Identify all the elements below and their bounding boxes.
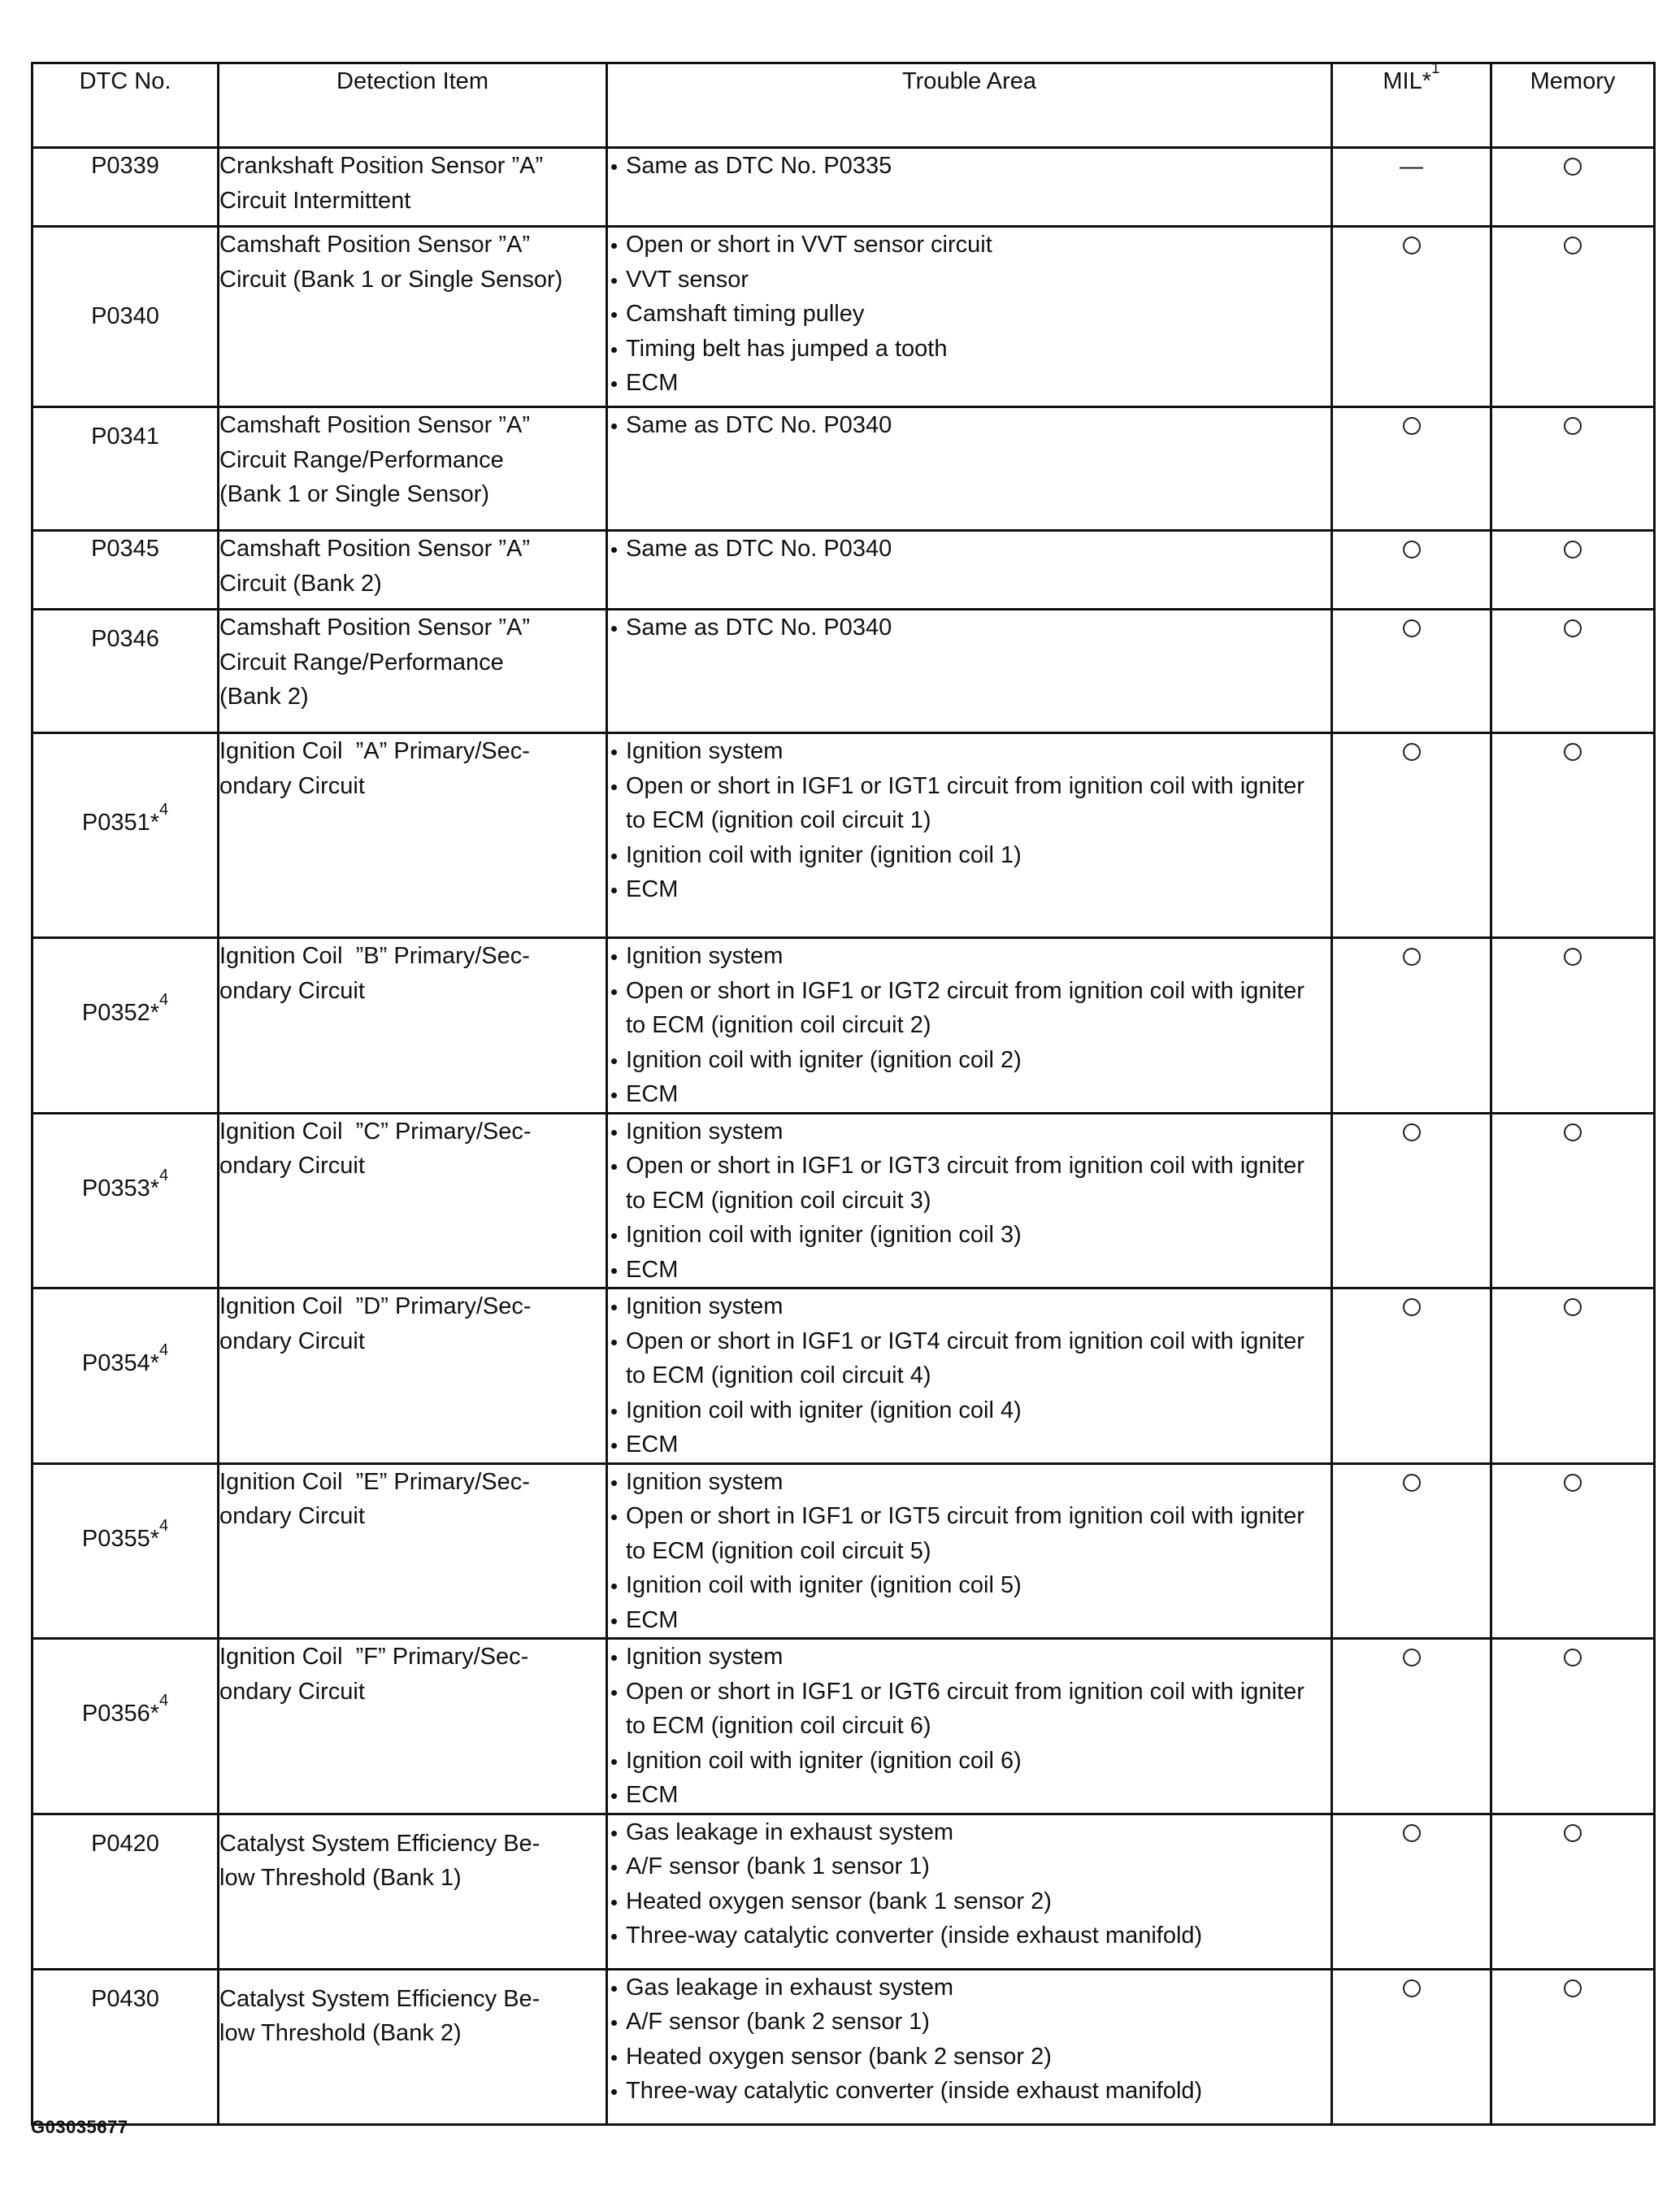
header-dtc-no: DTC No.	[33, 63, 219, 148]
detection-item-line: ondary Circuit	[219, 977, 365, 1004]
dtc-code: P0420	[91, 1830, 159, 1857]
memory-indicator-circle-icon	[1564, 743, 1582, 761]
table-row	[33, 733, 1655, 938]
mil-indicator-dash: —	[1400, 154, 1423, 180]
memory-cell	[1491, 610, 1655, 733]
detection-item-line: Circuit Range/Performance	[219, 446, 504, 473]
dtc-code: P0345	[91, 536, 159, 562]
trouble-area-list	[608, 1115, 1331, 1288]
memory-indicator-circle-icon	[1564, 158, 1582, 176]
memory-indicator-circle-icon	[1564, 1979, 1582, 1997]
table-row	[33, 1639, 1655, 1814]
detection-item-cell	[219, 531, 607, 610]
figure-id: G03035677	[31, 2117, 128, 2137]
mil-cell	[1332, 227, 1491, 407]
dtc-code-cell	[33, 1113, 219, 1288]
table-row	[33, 1814, 1655, 1969]
detection-item-line: (Bank 1 or Single Sensor)	[219, 481, 490, 507]
trouble-area-list	[608, 1289, 1331, 1462]
mil-cell	[1332, 1113, 1491, 1288]
trouble-area-item: Same as DTC No. P0340	[608, 611, 1331, 645]
detection-item-line: Circuit Range/Performance	[219, 649, 504, 676]
trouble-area-item: Ignition coil with igniter (ignition coil 3)	[608, 1218, 1331, 1253]
memory-indicator-circle-icon	[1564, 1123, 1582, 1141]
trouble-area-item: Camshaft timing pulley	[608, 297, 1331, 332]
memory-indicator-circle-icon	[1564, 541, 1582, 558]
trouble-area-cell	[607, 227, 1332, 407]
detection-item-line: ondary Circuit	[219, 1327, 365, 1354]
memory-indicator-circle-icon	[1564, 1298, 1582, 1316]
trouble-area-list	[608, 1815, 1331, 1953]
trouble-area-item: ECM	[608, 366, 1331, 401]
memory-cell	[1491, 1639, 1655, 1814]
mil-cell	[1332, 407, 1491, 531]
detection-item-line: low Threshold (Bank 2)	[219, 2020, 462, 2046]
mil-cell	[1332, 1969, 1491, 2124]
trouble-area-item: Same as DTC No. P0340	[608, 408, 1331, 443]
mil-indicator-circle-icon	[1403, 743, 1421, 761]
mil-cell	[1332, 1463, 1491, 1639]
detection-item-line: Circuit (Bank 2)	[219, 570, 382, 597]
trouble-area-item: Ignition coil with igniter (ignition coil 6)	[608, 1744, 1331, 1779]
trouble-area-item: Open or short in VVT sensor circuit	[608, 228, 1331, 263]
trouble-area-item: Ignition coil with igniter (ignition coil 2)	[608, 1043, 1331, 1078]
trouble-area-cell	[607, 938, 1332, 1114]
trouble-area-item: Same as DTC No. P0335	[608, 149, 1331, 184]
trouble-area-list	[608, 611, 1331, 645]
trouble-area-cell	[607, 733, 1332, 938]
header-mil-label: MIL*	[1383, 68, 1432, 94]
table-row	[33, 227, 1655, 407]
trouble-area-item: ECM	[608, 872, 1331, 907]
dtc-code-cell	[33, 1463, 219, 1639]
detection-item-line: ondary Circuit	[219, 772, 365, 799]
detection-item-cell	[219, 733, 607, 938]
memory-indicator-circle-icon	[1564, 1474, 1582, 1492]
trouble-area-item: Timing belt has jumped a tooth	[608, 332, 1331, 367]
trouble-area-item: Three-way catalytic converter (inside exhaust manifold)	[608, 1918, 1331, 1953]
detection-item-cell	[219, 1463, 607, 1639]
dtc-code-cell	[33, 1639, 219, 1814]
dtc-code: P0339	[91, 153, 159, 179]
detection-item-cell	[219, 407, 607, 531]
dtc-code-cell	[33, 1288, 219, 1464]
trouble-area-item: Open or short in IGF1 or IGT1 circuit from ignition coil with igniter to ECM (ignition coil circuit 1)	[608, 769, 1331, 838]
mil-indicator-circle-icon	[1403, 619, 1421, 637]
trouble-area-item: Open or short in IGF1 or IGT3 circuit from ignition coil with igniter to ECM (ignition coil circuit 3)	[608, 1149, 1331, 1218]
detection-item-line: Camshaft Position Sensor ”A”	[219, 412, 530, 438]
trouble-area-item: ECM	[608, 1077, 1331, 1112]
header-detection-item: Detection Item	[219, 63, 607, 148]
detection-item-line: Ignition Coil ”B” Primary/Sec-	[219, 943, 530, 969]
dtc-code: P0355*	[81, 1525, 160, 1552]
detection-item-line: Ignition Coil ”D” Primary/Sec-	[219, 1293, 532, 1319]
dtc-code: P0340	[91, 303, 159, 330]
detection-item-line: low Threshold (Bank 1)	[219, 1865, 462, 1891]
trouble-area-item: Open or short in IGF1 or IGT5 circuit from ignition coil with igniter to ECM (ignition coil circuit 5)	[608, 1499, 1331, 1568]
trouble-area-item: Open or short in IGF1 or IGT4 circuit from ignition coil with igniter to ECM (ignition coil circuit 4)	[608, 1324, 1331, 1393]
memory-indicator-circle-icon	[1564, 417, 1582, 435]
memory-cell	[1491, 938, 1655, 1114]
dtc-code: P0353*	[81, 1175, 160, 1201]
mil-cell	[1332, 531, 1491, 610]
detection-item-line: Camshaft Position Sensor ”A”	[219, 615, 530, 641]
memory-cell	[1491, 1969, 1655, 2124]
detection-item-line: Camshaft Position Sensor ”A”	[219, 536, 530, 562]
mil-indicator-circle-icon	[1403, 417, 1421, 435]
table-row	[33, 1969, 1655, 2124]
detection-item-line: Catalyst System Efficiency Be-	[219, 1985, 540, 2012]
mil-indicator-circle-icon	[1403, 1824, 1421, 1842]
detection-item-line: Ignition Coil ”C” Primary/Sec-	[219, 1118, 532, 1145]
mil-cell	[1332, 1814, 1491, 1969]
mil-cell	[1332, 610, 1491, 733]
trouble-area-cell	[607, 407, 1332, 531]
table-row	[33, 1113, 1655, 1288]
trouble-area-list	[608, 939, 1331, 1112]
mil-indicator-circle-icon	[1403, 1298, 1421, 1316]
trouble-area-item: Three-way catalytic converter (inside exhaust manifold)	[608, 2074, 1331, 2109]
dtc-code-cell	[33, 610, 219, 733]
trouble-area-item: Ignition system	[608, 939, 1331, 974]
trouble-area-item: Ignition system	[608, 1289, 1331, 1324]
trouble-area-cell	[607, 1288, 1332, 1464]
detection-item-line: Camshaft Position Sensor ”A”	[219, 232, 530, 258]
dtc-code-cell	[33, 938, 219, 1114]
detection-item-line: Ignition Coil ”E” Primary/Sec-	[219, 1468, 530, 1495]
mil-indicator-circle-icon	[1403, 541, 1421, 558]
mil-indicator-circle-icon	[1403, 1649, 1421, 1666]
table-row	[33, 407, 1655, 531]
dtc-code-cell	[33, 148, 219, 227]
detection-item-line: ondary Circuit	[219, 1503, 365, 1529]
memory-cell	[1491, 733, 1655, 938]
mil-indicator-circle-icon	[1403, 1979, 1421, 1997]
dtc-code: P0346	[91, 626, 159, 652]
mil-indicator-circle-icon	[1403, 948, 1421, 966]
trouble-area-item: Gas leakage in exhaust system	[608, 1815, 1331, 1850]
dtc-code: P0356*	[81, 1701, 160, 1727]
trouble-area-cell	[607, 1639, 1332, 1814]
trouble-area-item: Ignition system	[608, 1465, 1331, 1500]
dtc-code: P0430	[91, 1985, 159, 2012]
dtc-code: P0341	[91, 424, 159, 450]
detection-item-line: Circuit (Bank 1 or Single Sensor)	[219, 266, 563, 293]
detection-item-cell	[219, 148, 607, 227]
trouble-area-item: ECM	[608, 1427, 1331, 1462]
memory-indicator-circle-icon	[1564, 1649, 1582, 1666]
mil-indicator-circle-icon	[1403, 1123, 1421, 1141]
trouble-area-list	[608, 149, 1331, 184]
memory-indicator-circle-icon	[1564, 948, 1582, 966]
trouble-area-list	[608, 1971, 1331, 2109]
memory-cell	[1491, 531, 1655, 610]
dtc-footnote: 4	[159, 1692, 169, 1710]
dtc-code-cell	[33, 407, 219, 531]
dtc-code-cell	[33, 531, 219, 610]
trouble-area-cell	[607, 1814, 1332, 1969]
detection-item-cell	[219, 1113, 607, 1288]
trouble-area-item: Open or short in IGF1 or IGT6 circuit from ignition coil with igniter to ECM (ignition coil circuit 6)	[608, 1675, 1331, 1744]
mil-indicator-circle-icon	[1403, 1474, 1421, 1492]
detection-item-cell	[219, 610, 607, 733]
detection-item-cell	[219, 1288, 607, 1464]
table-row	[33, 1463, 1655, 1639]
dtc-code-cell	[33, 1814, 219, 1969]
detection-item-line: Catalyst System Efficiency Be-	[219, 1830, 540, 1857]
mil-cell	[1332, 148, 1491, 227]
trouble-area-item: Ignition system	[608, 1640, 1331, 1675]
trouble-area-item: Ignition system	[608, 1115, 1331, 1149]
detection-item-cell	[219, 227, 607, 407]
table-row	[33, 148, 1655, 227]
table-row	[33, 938, 1655, 1114]
memory-indicator-circle-icon	[1564, 1824, 1582, 1842]
trouble-area-cell	[607, 610, 1332, 733]
memory-indicator-circle-icon	[1564, 619, 1582, 637]
detection-item-cell	[219, 1969, 607, 2124]
table-row	[33, 1288, 1655, 1464]
dtc-footnote: 4	[159, 991, 169, 1009]
mil-cell	[1332, 1288, 1491, 1464]
trouble-area-list	[608, 734, 1331, 907]
trouble-area-item: Ignition coil with igniter (ignition coil 5)	[608, 1568, 1331, 1603]
trouble-area-list	[608, 1465, 1331, 1638]
trouble-area-cell	[607, 1463, 1332, 1639]
trouble-area-item: Gas leakage in exhaust system	[608, 1971, 1331, 2005]
header-mil	[1332, 60, 1491, 148]
trouble-area-item: Ignition system	[608, 734, 1331, 769]
trouble-area-item: A/F sensor (bank 1 sensor 1)	[608, 1849, 1331, 1884]
header-memory: Memory	[1491, 63, 1655, 148]
memory-cell	[1491, 407, 1655, 531]
trouble-area-list	[608, 532, 1331, 567]
trouble-area-item: Heated oxygen sensor (bank 2 sensor 2)	[608, 2040, 1331, 2075]
trouble-area-item: ECM	[608, 1603, 1331, 1638]
header-mil-footnote: 1	[1431, 60, 1440, 77]
header-trouble-area: Trouble Area	[607, 63, 1332, 148]
trouble-area-item: VVT sensor	[608, 263, 1331, 298]
dtc-code-cell	[33, 227, 219, 407]
trouble-area-list	[608, 408, 1331, 443]
trouble-area-cell	[607, 531, 1332, 610]
trouble-area-list	[608, 1640, 1331, 1813]
trouble-area-item: Same as DTC No. P0340	[608, 532, 1331, 567]
mil-cell	[1332, 1639, 1491, 1814]
memory-cell	[1491, 227, 1655, 407]
dtc-footnote: 4	[159, 1166, 169, 1184]
trouble-area-item: Ignition coil with igniter (ignition coil 1)	[608, 838, 1331, 873]
dtc-footnote: 4	[159, 801, 169, 819]
detection-item-line: Crankshaft Position Sensor ”A”	[219, 153, 544, 179]
dtc-code: P0351*	[81, 810, 160, 836]
mil-cell	[1332, 938, 1491, 1114]
trouble-area-cell	[607, 1113, 1332, 1288]
memory-cell	[1491, 1463, 1655, 1639]
detection-item-line: (Bank 2)	[219, 684, 309, 710]
trouble-area-item: Open or short in IGF1 or IGT2 circuit from ignition coil with igniter to ECM (ignition coil circuit 2)	[608, 974, 1331, 1043]
trouble-area-item: Heated oxygen sensor (bank 1 sensor 2)	[608, 1884, 1331, 1919]
detection-item-line: Ignition Coil ”A” Primary/Sec-	[219, 738, 530, 764]
trouble-area-item: Ignition coil with igniter (ignition coil 4)	[608, 1393, 1331, 1428]
detection-item-line: ondary Circuit	[219, 1153, 365, 1179]
memory-cell	[1491, 148, 1655, 227]
memory-indicator-circle-icon	[1564, 237, 1582, 254]
detection-item-cell	[219, 1814, 607, 1969]
dtc-code: P0354*	[81, 1350, 160, 1376]
detection-item-line: Ignition Coil ”F” Primary/Sec-	[219, 1644, 529, 1670]
trouble-area-list	[608, 228, 1331, 401]
detection-item-cell	[219, 938, 607, 1114]
trouble-area-item: ECM	[608, 1778, 1331, 1813]
memory-cell	[1491, 1814, 1655, 1969]
memory-cell	[1491, 1113, 1655, 1288]
dtc-code: P0352*	[81, 1000, 160, 1026]
dtc-code-cell	[33, 1969, 219, 2124]
detection-item-cell	[219, 1639, 607, 1814]
trouble-area-cell	[607, 148, 1332, 227]
dtc-footnote: 4	[159, 1516, 169, 1535]
trouble-area-item: ECM	[608, 1253, 1331, 1288]
table-row	[33, 610, 1655, 733]
dtc-code-cell	[33, 733, 219, 938]
dtc-footnote: 4	[159, 1341, 169, 1359]
table-header-row	[33, 63, 1655, 148]
trouble-area-cell	[607, 1969, 1332, 2124]
dtc-table	[31, 62, 1656, 2126]
table-row	[33, 531, 1655, 610]
mil-indicator-circle-icon	[1403, 237, 1421, 254]
detection-item-line: ondary Circuit	[219, 1678, 365, 1705]
table-body	[33, 148, 1655, 2125]
detection-item-line: Circuit Intermittent	[219, 187, 411, 214]
memory-cell	[1491, 1288, 1655, 1464]
trouble-area-item: A/F sensor (bank 2 sensor 1)	[608, 2005, 1331, 2040]
mil-cell	[1332, 733, 1491, 938]
